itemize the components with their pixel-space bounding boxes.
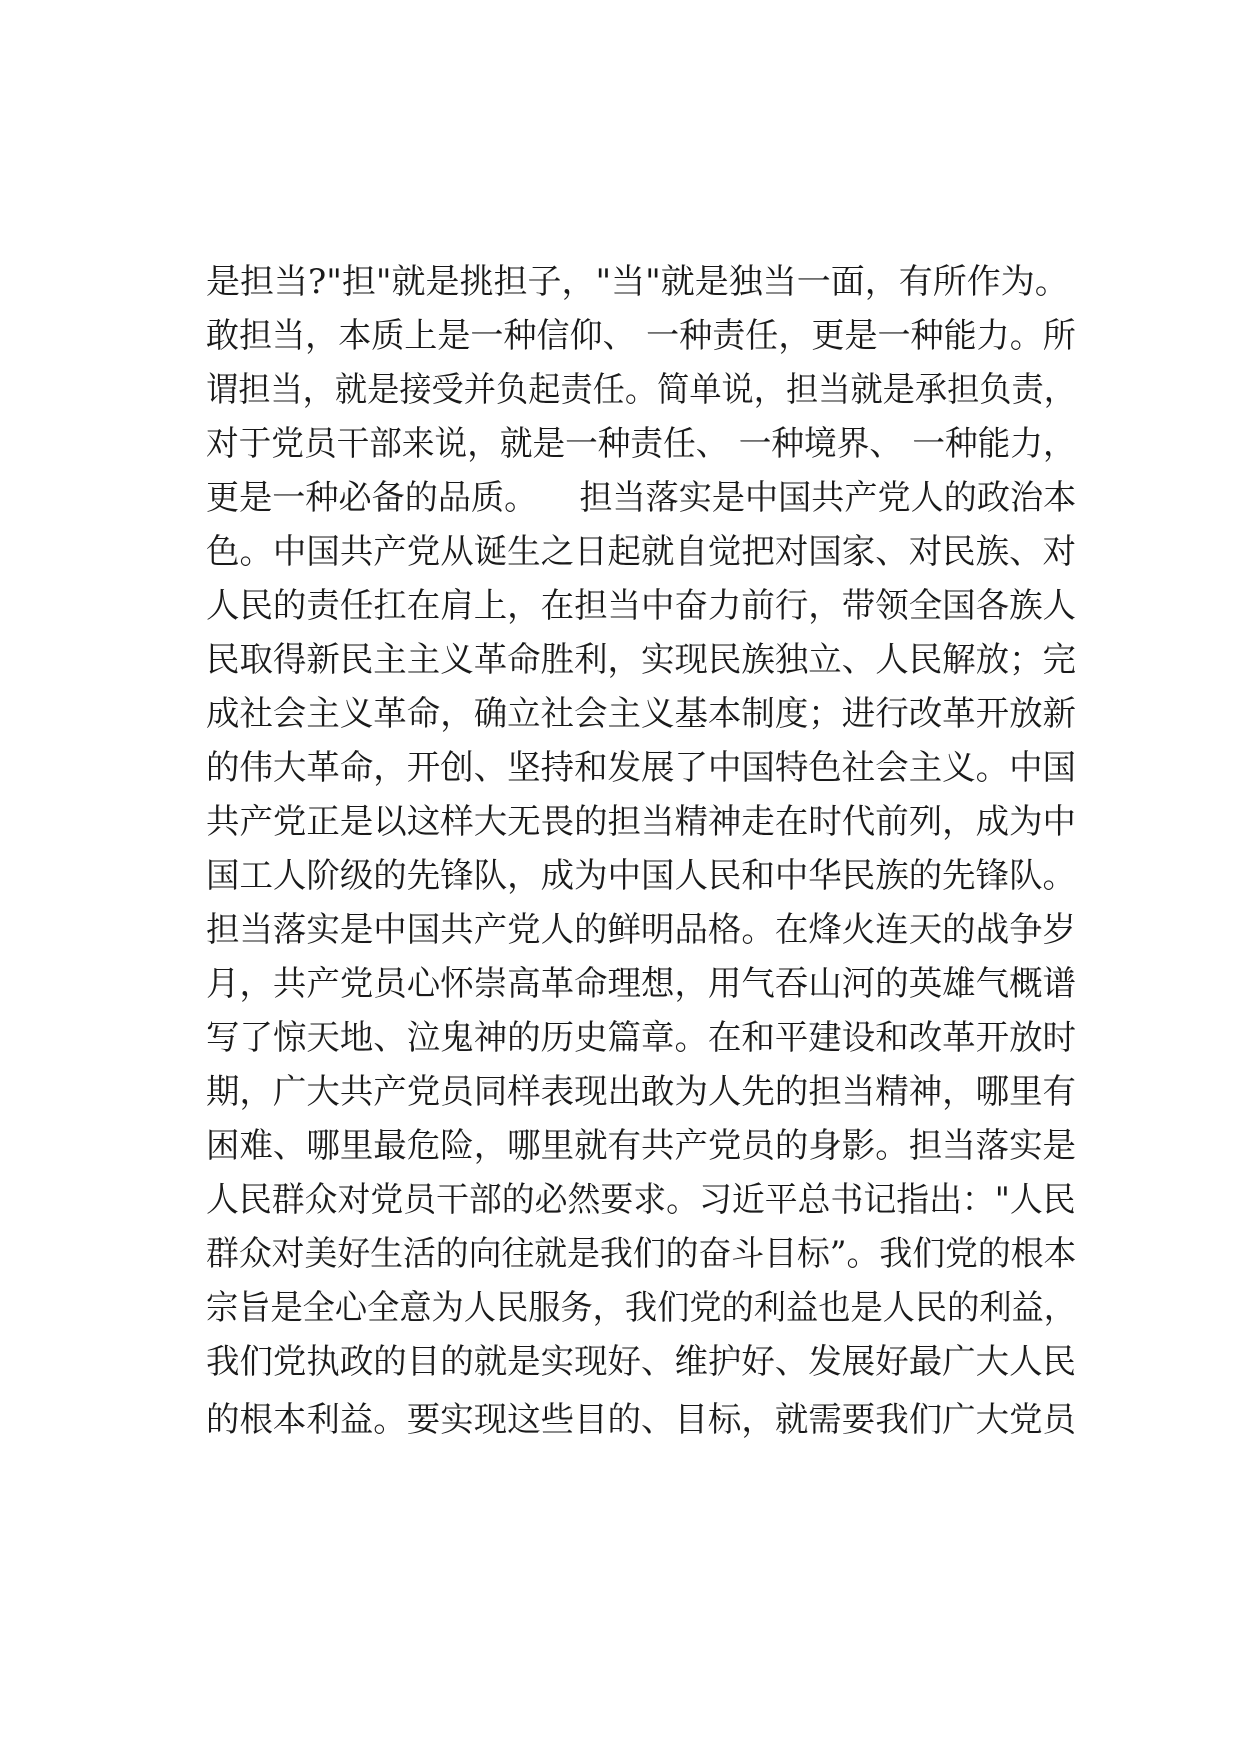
text-line: 民取得新民主主义革命胜利，实现民族独立、人民解放；完 bbox=[206, 640, 1076, 680]
text-line: 成社会主义革命，确立社会主义基本制度；进行改革开放新 bbox=[206, 694, 1076, 734]
text-line: 困难、哪里最危险，哪里就有共产党员的身影。担当落实是 bbox=[206, 1126, 1076, 1166]
text-line: 谓担当，就是接受并负起责任。简单说，担当就是承担负责， bbox=[206, 370, 1076, 410]
text-line: 的伟大革命，开创、坚持和发展了中国特色社会主义。中国 bbox=[206, 748, 1076, 788]
text-line: 人民群众对党员干部的必然要求。习近平总书记指出："人民 bbox=[206, 1180, 1076, 1220]
text-line: 人民的责任扛在肩上，在担当中奋力前行，带领全国各族人 bbox=[206, 586, 1076, 626]
text-line: 共产党正是以这样大无畏的担当精神走在时代前列，成为中 bbox=[206, 802, 1076, 842]
text-line: 色。中国共产党从诞生之日起就自觉把对国家、对民族、对 bbox=[206, 532, 1076, 572]
text-line: 期，广大共产党员同样表现出敢为人先的担当精神，哪里有 bbox=[206, 1072, 1076, 1112]
text-line: 我们党执政的目的就是实现好、维护好、发展好最广大人民 bbox=[206, 1342, 1076, 1382]
text-line: 是担当?"担"就是挑担子，"当"就是独当一面，有所作为。 bbox=[206, 262, 1069, 302]
text-line: 群众对美好生活的向往就是我们的奋斗目标”。我们党的根本 bbox=[206, 1234, 1077, 1274]
text-line: 敢担当，本质上是一种信仰、 一种责任，更是一种能力。所 bbox=[206, 316, 1076, 356]
text-line: 国工人阶级的先锋队，成为中国人民和中华民族的先锋队。 bbox=[206, 856, 1076, 896]
text-line: 更是一种必备的品质。 担当落实是中国共产党人的政治本 bbox=[206, 478, 1077, 518]
text-line: 月，共产党员心怀崇高革命理想，用气吞山河的英雄气概谱 bbox=[206, 964, 1076, 1004]
text-line: 的根本利益。要实现这些目的、目标，就需要我们广大党员 bbox=[206, 1400, 1076, 1440]
text-line: 宗旨是全心全意为人民服务，我们党的利益也是人民的利益， bbox=[206, 1288, 1076, 1328]
text-line: 对于党员干部来说，就是一种责任、 一种境界、 一种能力， bbox=[206, 424, 1076, 464]
text-line: 写了惊天地、泣鬼神的历史篇章。在和平建设和改革开放时 bbox=[206, 1018, 1076, 1058]
text-line: 担当落实是中国共产党人的鲜明品格。在烽火连天的战争岁 bbox=[206, 910, 1076, 950]
